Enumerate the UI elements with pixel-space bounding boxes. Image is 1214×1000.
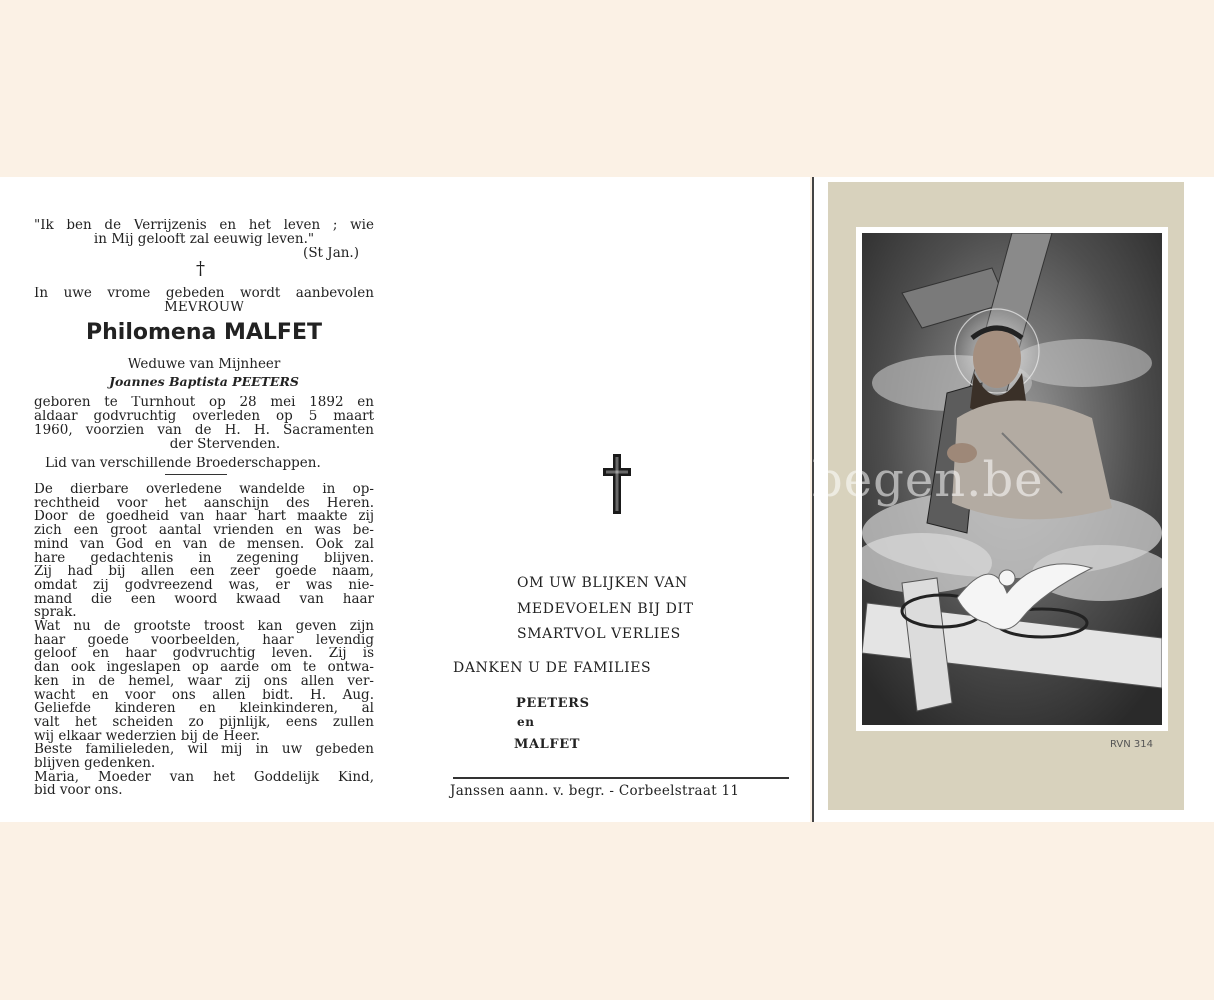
deceased-name: Philomena MALFET [86,320,322,345]
biography-line: wacht en voor ons allen bidt. H. Aug. [34,688,374,703]
biography-line: Beste familieleden, wil mij in uw gebeden [34,743,374,757]
biography-line: mand die een woord kwaad van haar [34,592,374,607]
biography-line: Maria, Moeder van het Goddelijk Kind, [34,770,374,785]
biography-line: haar goede voorbeelden, haar levendig [34,633,374,648]
biography-line: blijven gedenken. [34,757,156,771]
biography-line: wij elkaar wederzien bij de Heer. [34,729,261,744]
biography-line: sprak. [34,606,77,620]
biography-line: dan ook ingeslapen op aarde om te ontwa- [34,661,374,675]
biography-line: Geliefde kinderen en kleinkinderen, al [34,702,374,716]
biography-line: geloof en haar godvruchtig leven. Zij is [34,647,374,661]
biography-line: valt het scheiden zo pijnlijk, eens zullen [34,715,374,730]
family-malfet: MALFET [514,737,581,752]
family-peeters: PEETERS [516,696,590,711]
biography-line: bid voor ons. [34,784,123,798]
birth-line-1: geboren te Turnhout op 28 mei 1892 en [34,396,374,410]
biography-line: omdat zij godvreezend was, er was nie- [34,578,374,593]
families-line: DANKEN U DE FAMILIES [453,660,652,676]
birth-line-4: der Stervenden. [169,438,281,452]
biography-line: Zij had bij allen een zeer goede naam, [34,565,374,579]
husband-name: Joannes Baptista PEETERS [109,375,299,389]
biography-line: Wat nu de grootste troost kan geven zijn [34,620,374,634]
biography-line: Door de goedheid van haar hart maakte zij [34,510,374,524]
quote-line-2: in Mij gelooft zal eeuwig leven." [93,233,315,247]
birth-line-2: aldaar godvruchtig overleden op 5 maart [34,410,374,424]
intro-mevrouw: MEVROUW [164,301,244,315]
birth-line-3: 1960, voorzien van de H. H. Sacramenten [34,424,374,438]
biography-line: De dierbare overledene wandelde in op- [34,483,374,497]
watermark: begen.be [812,452,1044,508]
printer-line: Janssen aann. v. begr. - Corbeelstraat 11 [450,783,740,799]
biography-line: mind van God en van de mensen. Ook zal [34,537,374,552]
biography-line: ken in de hemel, waar zij ons allen ver- [34,674,374,689]
quote-line-1: "Ik ben de Verrijzenis en het leven ; wie [34,219,374,233]
biography-line: rechtheid voor het aanschijn des Heren. [34,496,374,511]
intro-line: In uwe vrome gebeden wordt aanbevolen [34,287,374,301]
member-line: Lid van verschillende Broederschappen. [45,457,321,471]
family-and: en [517,715,535,729]
biography-line: hare gedachtenis in zegening blijven. [34,551,374,566]
thanks-line-2: MEDEVOELEN BIJ DIT [517,601,694,617]
thanks-line-1: OM UW BLIJKEN VAN [517,575,688,591]
quote-source: (St Jan.) [303,247,359,261]
card-code: RVN 314 [1110,739,1153,750]
separator-line [165,474,227,475]
middle-thanks-panel [408,177,810,822]
left-text-panel [0,177,409,822]
cross-icon [603,454,631,514]
biography-line: zich een groot aantal vrienden en was be- [34,524,374,538]
printer-rule [453,777,789,779]
widow-line: Weduwe van Mijnheer [127,358,281,372]
small-cross-icon: † [196,258,205,279]
thanks-line-3: SMARTVOL VERLIES [517,626,681,642]
